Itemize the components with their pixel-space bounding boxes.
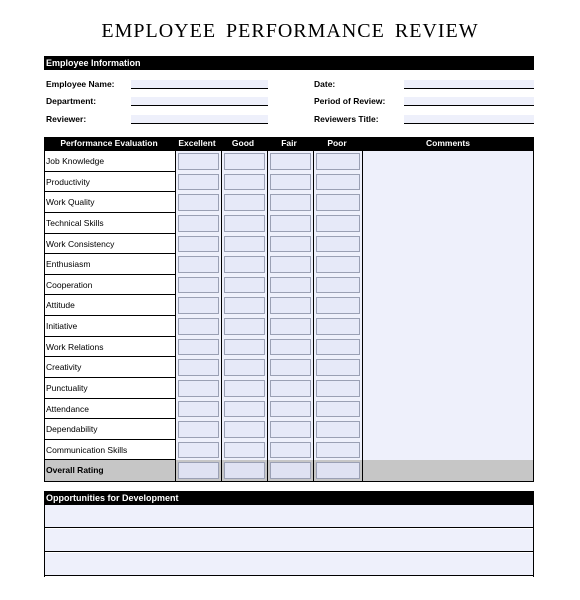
criteria-label: Technical Skills xyxy=(46,217,104,228)
good-rating-box xyxy=(224,359,265,376)
evaluation-row xyxy=(45,234,533,255)
fair-rating-box xyxy=(270,194,311,211)
poor-rating-box xyxy=(316,380,360,397)
period-of-review-label: Period of Review: xyxy=(314,96,386,106)
good-rating-cell[interactable] xyxy=(221,378,267,399)
overall-rating-label: Overall Rating xyxy=(46,465,104,476)
fair-rating-box xyxy=(270,359,311,376)
fair-rating-cell[interactable] xyxy=(267,275,313,296)
evaluation-row xyxy=(45,295,533,316)
good-rating-cell[interactable] xyxy=(221,254,267,275)
poor-rating-cell[interactable] xyxy=(313,357,362,378)
poor-rating-box xyxy=(316,153,360,170)
evaluation-row xyxy=(45,151,533,172)
good-rating-box xyxy=(224,462,265,479)
fair-rating-cell[interactable] xyxy=(267,172,313,193)
department-label: Department: xyxy=(46,96,97,106)
poor-column-header: Poor xyxy=(327,138,347,148)
excellent-rating-cell[interactable] xyxy=(175,378,221,399)
evaluation-grid xyxy=(44,150,534,482)
department-field[interactable] xyxy=(131,97,268,105)
poor-rating-box xyxy=(316,236,360,253)
evaluation-table-header xyxy=(44,137,534,150)
good-rating-box xyxy=(224,318,265,335)
fair-rating-cell[interactable] xyxy=(267,460,313,481)
reviewer-label: Reviewer: xyxy=(46,114,87,124)
poor-rating-cell[interactable] xyxy=(313,254,362,275)
poor-rating-cell[interactable] xyxy=(313,275,362,296)
opportunity-line[interactable] xyxy=(45,505,533,528)
criteria-label: Job Knowledge xyxy=(46,156,105,166)
excellent-rating-cell[interactable] xyxy=(175,275,221,296)
poor-rating-cell[interactable] xyxy=(313,234,362,255)
comment-cell[interactable] xyxy=(362,234,533,255)
good-rating-box xyxy=(224,380,265,397)
good-rating-cell[interactable] xyxy=(221,316,267,337)
good-rating-cell[interactable] xyxy=(221,275,267,296)
comment-cell[interactable] xyxy=(362,213,533,234)
fair-rating-box xyxy=(270,297,311,314)
fair-rating-cell[interactable] xyxy=(267,295,313,316)
evaluation-row xyxy=(45,172,533,193)
good-rating-box xyxy=(224,215,265,232)
employee-name-underline xyxy=(131,88,268,89)
fair-rating-box xyxy=(270,339,311,356)
poor-rating-cell[interactable] xyxy=(313,295,362,316)
comment-cell[interactable] xyxy=(362,378,533,399)
fair-rating-cell[interactable] xyxy=(267,254,313,275)
good-rating-box xyxy=(224,236,265,253)
poor-rating-box xyxy=(316,339,360,356)
excellent-rating-box xyxy=(178,194,219,211)
good-rating-cell[interactable] xyxy=(221,295,267,316)
excellent-rating-box xyxy=(178,401,219,418)
good-rating-box xyxy=(224,297,265,314)
good-rating-box xyxy=(224,442,265,459)
excellent-rating-box xyxy=(178,339,219,356)
fair-rating-box xyxy=(270,215,311,232)
good-rating-cell[interactable] xyxy=(221,337,267,358)
evaluation-row xyxy=(45,337,533,358)
poor-rating-cell[interactable] xyxy=(313,337,362,358)
excellent-rating-cell[interactable] xyxy=(175,419,221,440)
fair-rating-cell[interactable] xyxy=(267,234,313,255)
poor-rating-box xyxy=(316,462,360,479)
criteria-label: Attitude xyxy=(46,300,75,311)
good-rating-cell[interactable] xyxy=(221,192,267,213)
good-rating-cell[interactable] xyxy=(221,357,267,378)
fair-rating-box xyxy=(270,462,311,479)
criteria-label: Work Quality xyxy=(46,197,95,208)
excellent-rating-cell[interactable] xyxy=(175,295,221,316)
poor-rating-cell[interactable] xyxy=(313,172,362,193)
fair-rating-cell[interactable] xyxy=(267,316,313,337)
excellent-rating-cell[interactable] xyxy=(175,399,221,420)
evaluation-row xyxy=(45,254,533,275)
excellent-rating-box xyxy=(178,153,219,170)
excellent-rating-cell[interactable] xyxy=(175,172,221,193)
criteria-column-header: Performance Evaluation xyxy=(60,138,158,148)
criteria-label: Enthusiasm xyxy=(46,259,91,270)
poor-rating-box xyxy=(316,401,360,418)
excellent-rating-box xyxy=(178,277,219,294)
fair-rating-box xyxy=(270,380,311,397)
fair-rating-box xyxy=(270,256,311,273)
fair-rating-cell[interactable] xyxy=(267,399,313,420)
excellent-rating-cell[interactable] xyxy=(175,460,221,481)
reviewer-underline xyxy=(131,123,268,124)
poor-rating-box xyxy=(316,174,360,191)
fair-rating-cell[interactable] xyxy=(267,419,313,440)
fair-rating-box xyxy=(270,442,311,459)
excellent-rating-box xyxy=(178,462,219,479)
comments-column-header: Comments xyxy=(426,138,470,148)
fair-rating-box xyxy=(270,318,311,335)
poor-rating-cell[interactable] xyxy=(313,440,362,461)
fair-rating-cell[interactable] xyxy=(267,213,313,234)
poor-rating-box xyxy=(316,277,360,294)
comment-cell[interactable] xyxy=(362,440,533,461)
poor-rating-box xyxy=(316,297,360,314)
excellent-rating-cell[interactable] xyxy=(175,213,221,234)
opportunities-box xyxy=(44,505,534,577)
poor-rating-cell[interactable] xyxy=(313,378,362,399)
date-label: Date: xyxy=(314,79,336,89)
good-rating-cell[interactable] xyxy=(221,419,267,440)
good-rating-cell[interactable] xyxy=(221,151,267,172)
good-rating-box xyxy=(224,401,265,418)
comment-cell[interactable] xyxy=(362,460,533,481)
evaluation-row xyxy=(45,378,533,399)
comment-cell[interactable] xyxy=(362,192,533,213)
excellent-rating-box xyxy=(178,421,219,438)
poor-rating-box xyxy=(316,194,360,211)
employee-name-label: Employee Name: xyxy=(46,79,115,89)
good-rating-cell[interactable] xyxy=(221,399,267,420)
reviewers-title-field[interactable] xyxy=(404,115,534,123)
good-rating-cell[interactable] xyxy=(221,440,267,461)
comment-cell[interactable] xyxy=(362,337,533,358)
evaluation-row xyxy=(45,275,533,296)
page-title: EMPLOYEE PERFORMANCE REVIEW xyxy=(101,20,479,42)
fair-rating-cell[interactable] xyxy=(267,337,313,358)
poor-rating-cell[interactable] xyxy=(313,399,362,420)
evaluation-row xyxy=(45,192,533,213)
criteria-label: Dependability xyxy=(46,424,98,435)
good-rating-cell[interactable] xyxy=(221,172,267,193)
poor-rating-cell[interactable] xyxy=(313,460,362,481)
excellent-rating-cell[interactable] xyxy=(175,192,221,213)
criteria-label: Punctuality xyxy=(46,382,88,393)
criteria-label: Communication Skills xyxy=(46,444,128,455)
fair-rating-cell[interactable] xyxy=(267,357,313,378)
fair-rating-box xyxy=(270,401,311,418)
evaluation-row xyxy=(45,213,533,234)
period-of-review-field[interactable] xyxy=(404,97,534,105)
evaluation-row xyxy=(45,316,533,337)
criteria-label: Creativity xyxy=(46,362,82,373)
fair-column-header: Fair xyxy=(281,138,297,148)
excellent-rating-cell[interactable] xyxy=(175,254,221,275)
poor-rating-box xyxy=(316,359,360,376)
reviewers-title-label: Reviewers Title: xyxy=(314,114,379,124)
opportunities-header: Opportunities for Development xyxy=(44,491,534,505)
comment-cell[interactable] xyxy=(362,172,533,193)
excellent-rating-cell[interactable] xyxy=(175,357,221,378)
excellent-rating-box xyxy=(178,297,219,314)
poor-rating-cell[interactable] xyxy=(313,192,362,213)
good-rating-cell[interactable] xyxy=(221,460,267,481)
poor-rating-cell[interactable] xyxy=(313,151,362,172)
period-of-review-underline xyxy=(404,105,534,106)
excellent-rating-cell[interactable] xyxy=(175,234,221,255)
poor-rating-box xyxy=(316,318,360,335)
good-rating-box xyxy=(224,174,265,191)
excellent-rating-box xyxy=(178,380,219,397)
reviewer-field[interactable] xyxy=(131,115,268,123)
excellent-rating-box xyxy=(178,318,219,335)
comment-cell[interactable] xyxy=(362,151,533,172)
criteria-label: Cooperation xyxy=(46,279,93,290)
fair-rating-box xyxy=(270,153,311,170)
opportunity-line[interactable] xyxy=(45,553,533,576)
poor-rating-cell[interactable] xyxy=(313,213,362,234)
criteria-label: Productivity xyxy=(46,176,90,187)
fair-rating-cell[interactable] xyxy=(267,440,313,461)
overall-rating-row xyxy=(45,460,533,481)
employee-info-header: Employee Information xyxy=(44,56,534,70)
criteria-label: Work Consistency xyxy=(46,238,115,249)
good-rating-box xyxy=(224,421,265,438)
good-rating-box xyxy=(224,194,265,211)
excellent-rating-cell[interactable] xyxy=(175,440,221,461)
good-rating-cell[interactable] xyxy=(221,213,267,234)
good-rating-cell[interactable] xyxy=(221,234,267,255)
good-rating-box xyxy=(224,339,265,356)
opportunity-line[interactable] xyxy=(45,529,533,552)
poor-rating-box xyxy=(316,421,360,438)
employee-name-field[interactable] xyxy=(131,80,268,88)
excellent-rating-box xyxy=(178,236,219,253)
fair-rating-box xyxy=(270,277,311,294)
evaluation-row xyxy=(45,399,533,420)
fair-rating-box xyxy=(270,174,311,191)
criteria-label: Work Relations xyxy=(46,341,104,352)
fair-rating-box xyxy=(270,236,311,253)
excellent-rating-box xyxy=(178,359,219,376)
poor-rating-cell[interactable] xyxy=(313,316,362,337)
comment-cell[interactable] xyxy=(362,357,533,378)
fair-rating-box xyxy=(270,421,311,438)
comment-cell[interactable] xyxy=(362,399,533,420)
date-underline xyxy=(404,88,534,89)
fair-rating-cell[interactable] xyxy=(267,378,313,399)
excellent-rating-box xyxy=(178,215,219,232)
excellent-column-header: Excellent xyxy=(178,138,216,148)
good-rating-box xyxy=(224,256,265,273)
comment-cell[interactable] xyxy=(362,419,533,440)
comment-cell[interactable] xyxy=(362,316,533,337)
poor-rating-box xyxy=(316,442,360,459)
comment-cell[interactable] xyxy=(362,254,533,275)
excellent-rating-box xyxy=(178,174,219,191)
good-column-header: Good xyxy=(231,138,255,148)
poor-rating-cell[interactable] xyxy=(313,419,362,440)
good-rating-box xyxy=(224,153,265,170)
fair-rating-cell[interactable] xyxy=(267,151,313,172)
criteria-label: Initiative xyxy=(46,321,78,331)
comment-cell[interactable] xyxy=(362,275,533,296)
excellent-rating-box xyxy=(178,256,219,273)
date-field[interactable] xyxy=(404,80,534,88)
poor-rating-box xyxy=(316,256,360,273)
excellent-rating-box xyxy=(178,442,219,459)
good-rating-box xyxy=(224,277,265,294)
comment-cell[interactable] xyxy=(362,295,533,316)
poor-rating-box xyxy=(316,215,360,232)
department-underline xyxy=(131,105,268,106)
criteria-label: Attendance xyxy=(46,403,90,414)
excellent-rating-cell[interactable] xyxy=(175,337,221,358)
excellent-rating-cell[interactable] xyxy=(175,316,221,337)
fair-rating-cell[interactable] xyxy=(267,192,313,213)
evaluation-row xyxy=(45,357,533,378)
reviewers-title-underline xyxy=(404,123,534,124)
evaluation-row xyxy=(45,419,533,440)
evaluation-row xyxy=(45,440,533,461)
excellent-rating-cell[interactable] xyxy=(175,151,221,172)
